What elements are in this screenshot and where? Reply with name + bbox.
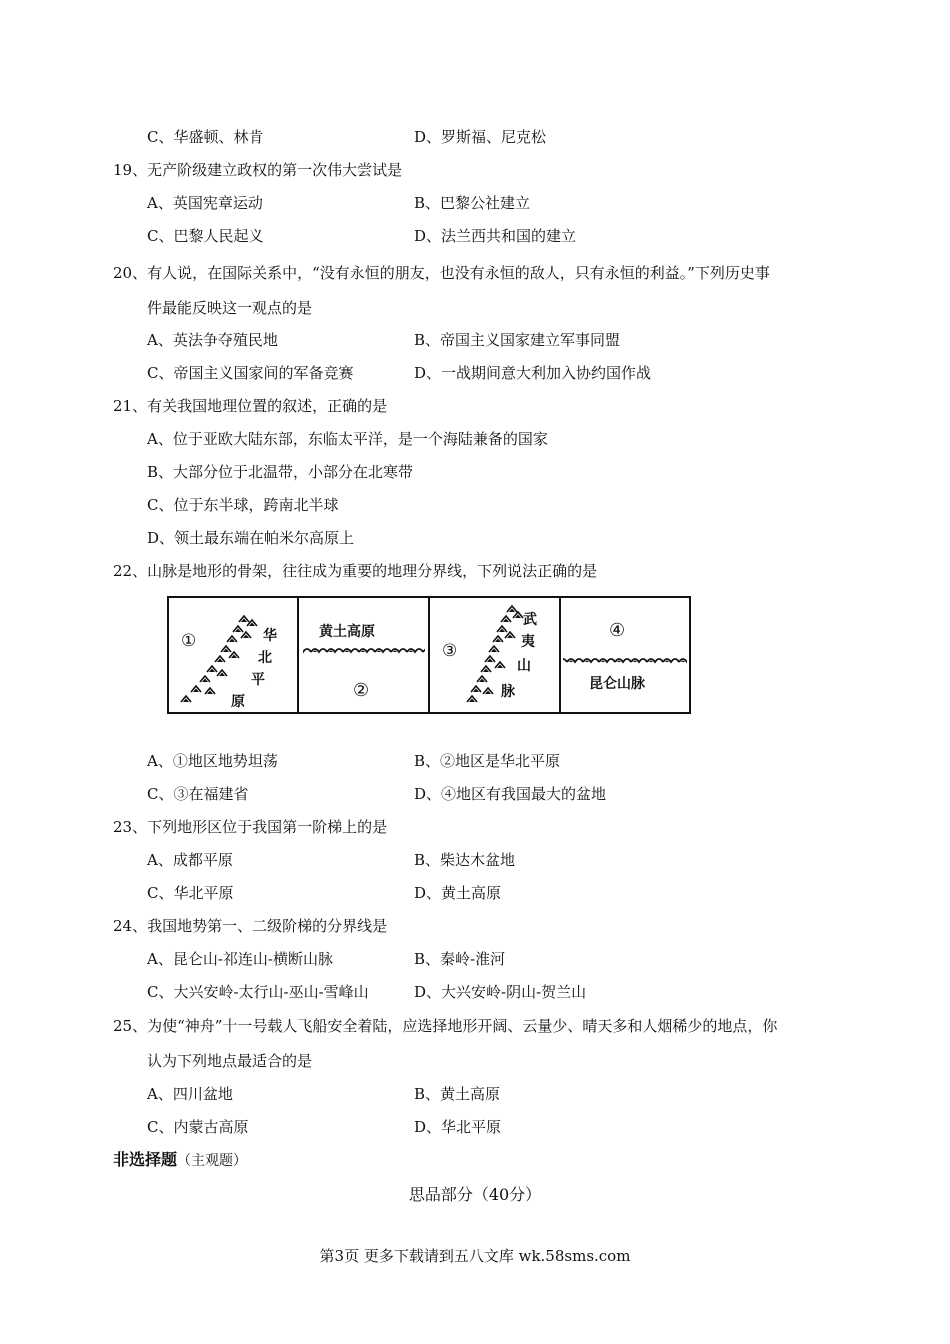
panel-4-bottom-label: 昆仑山脉 [589,676,645,692]
panel-1-label-char: 北 [258,650,272,666]
q24-option-a: A、昆仑山-祁连山-横断山脉 [147,950,333,968]
q19-stem: 19、无产阶级建立政权的第一次伟大尝试是 [113,161,403,179]
mountain-ridge-symbol [563,656,687,666]
q25-option-a: A、四川盆地 [147,1085,233,1103]
panel-3-label-char: 脉 [501,684,515,700]
q21-stem: 21、有关我国地理位置的叙述，正确的是 [113,397,388,415]
q25-stem-line2: 认为下列地点最适合的是 [147,1052,313,1070]
q19-option-c: C、巴黎人民起义 [147,227,264,245]
q19-option-a: A、英国宪章运动 [147,194,263,212]
panel-3-label-char: 武 [523,612,537,628]
page-footer: 第3页 更多下载请到五八文库 wk.58sms.com [319,1247,631,1265]
q20-stem-line1: 20、有人说，在国际关系中，“没有永恒的朋友，也没有永恒的敌人，只有永恒的利益。”下列历史事 [113,264,770,282]
q23-option-b: B、柴达木盆地 [414,851,516,869]
section-title: 非选择题 [113,1150,178,1169]
panel-2-top-label: 黄土高原 [319,624,375,640]
q20-option-c: C、帝国主义国家间的军备竞赛 [147,364,354,382]
panel-4-number: ④ [609,620,626,641]
q21-option-a: A、位于亚欧大陆东部，东临太平洋，是一个海陆兼备的国家 [147,430,548,448]
panel-1-label-char: 华 [263,628,277,644]
subsection-heading: 思品部分（40分） [408,1185,542,1204]
q25-option-c: C、内蒙古高原 [147,1118,249,1136]
q20-stem-line2: 件最能反映这一观点的是 [147,299,313,317]
panel-3-label-char: 山 [517,658,531,674]
panel-2-number: ② [353,680,370,701]
q24-stem: 24、我国地势第一、二级阶梯的分界线是 [113,917,388,935]
q22-option-b: B、②地区是华北平原 [414,752,561,770]
section-note: （主观题） [177,1153,248,1169]
q20-option-d: D、一战期间意大利加入协约国作战 [414,364,652,382]
panel-3-label-char: 夷 [521,634,535,650]
q20-option-a: A、英法争夺殖民地 [147,331,278,349]
q23-option-c: C、华北平原 [147,884,234,902]
q24-option-b: B、秦岭-淮河 [414,950,506,968]
q23-stem: 23、下列地形区位于我国第一阶梯上的是 [113,818,388,836]
panel-1-label-char: 原 [231,694,245,710]
q18-option-d: D、罗斯福、尼克松 [414,128,547,146]
q21-option-c: C、位于东半球，跨南北半球 [147,496,339,514]
q24-option-c: C、大兴安岭-太行山-巫山-雪峰山 [147,983,369,1001]
q20-option-b: B、帝国主义国家建立军事同盟 [414,331,621,349]
q21-option-b: B、大部分位于北温带，小部分在北寒带 [147,463,414,481]
q19-option-d: D、法兰西共和国的建立 [414,227,577,245]
q25-option-b: B、黄土高原 [414,1085,501,1103]
q23-option-d: D、黄土高原 [414,884,502,902]
q18-option-c: C、华盛顿、林肯 [147,128,264,146]
panel-3-number: ③ [442,641,458,661]
q25-stem-line1: 25、为使“神舟”十一号载人飞船安全着陆，应选择地形开阔、云量少、晴天多和人烟稀少的地点，你 [113,1017,778,1035]
q22-option-a: A、①地区地势坦荡 [147,752,278,770]
q22-option-d: D、④地区有我国最大的盆地 [414,785,607,803]
q24-option-d: D、大兴安岭-阴山-贺兰山 [414,983,587,1001]
section-heading [113,1150,247,1171]
panel-1-label-char: 平 [251,672,265,688]
q19-option-b: B、巴黎公社建立 [414,194,531,212]
q23-option-a: A、成都平原 [147,851,233,869]
q22-terrain-figure [167,596,691,714]
q22-option-c: C、③在福建省 [147,785,249,803]
q21-option-d: D、领土最东端在帕米尔高原上 [147,529,355,547]
q25-option-d: D、华北平原 [414,1118,502,1136]
plateau-edge-symbol [303,648,425,658]
q22-stem: 22、山脉是地形的骨架，往往成为重要的地理分界线，下列说法正确的是 [113,562,598,580]
panel-1-number: ① [181,631,197,651]
